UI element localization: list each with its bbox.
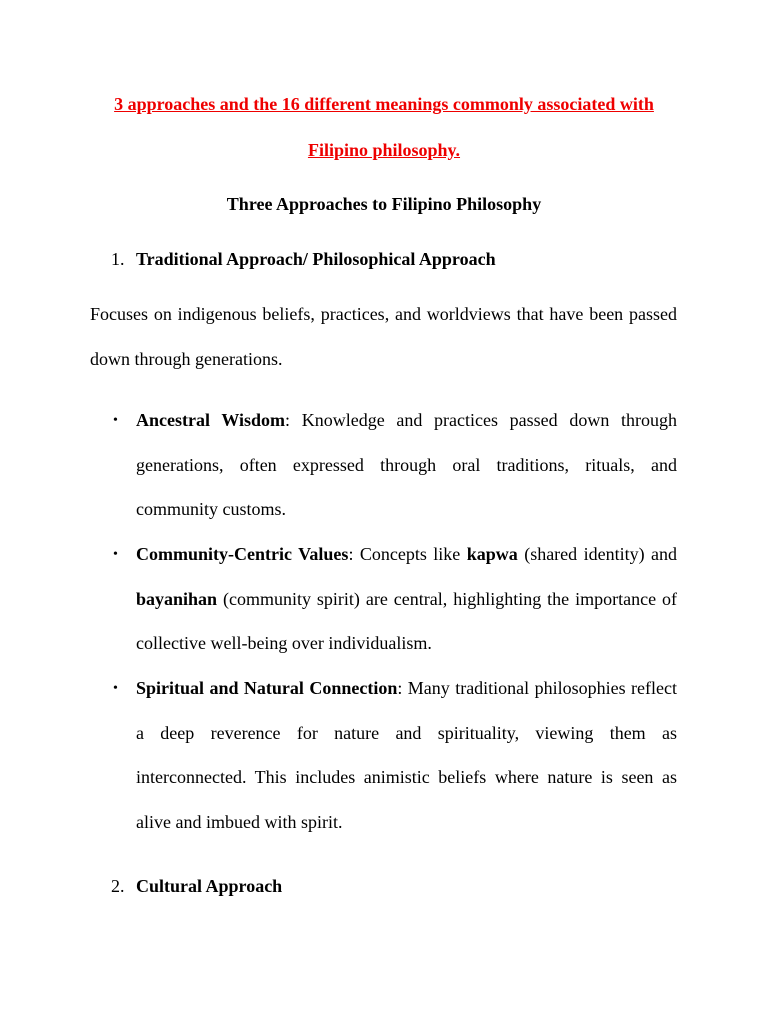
document-subtitle: Three Approaches to Filipino Philosophy	[226, 194, 542, 214]
bullet-description: (community spirit) are central, highlighting the importance of collective well-being over individualism.	[136, 588, 677, 653]
bullet-marker: •	[113, 681, 118, 696]
bullet-item-spiritual-natural-connection	[136, 666, 677, 844]
bullet-description: (shared identity) and	[517, 544, 678, 564]
bullet-description: Concepts like	[353, 544, 467, 564]
bullet-separator: :	[285, 410, 291, 430]
bullet-term: Ancestral Wisdom	[136, 410, 286, 430]
bullet-item-community-centric-values	[136, 532, 677, 666]
bullet-term: Spiritual and Natural Connection	[136, 678, 398, 698]
section-heading-text: Traditional Approach/ Philosophical Approach	[136, 249, 496, 269]
section-intro-paragraph: Focuses on indigenous beliefs, practices, and worldviews that have been passed down through generations.	[90, 304, 677, 369]
term-bayanihan: bayanihan	[136, 588, 218, 609]
term-kapwa: kapwa	[466, 544, 518, 564]
bullet-marker: •	[113, 413, 118, 428]
bullet-separator: :	[348, 544, 354, 564]
document-title-line-1: 3 approaches and the 16 different meanings commonly associated with	[114, 94, 654, 114]
bullet-separator: :	[397, 678, 403, 698]
bullet-term: Community-Centric Values	[136, 544, 349, 564]
section-heading-text: Cultural Approach	[136, 876, 283, 896]
section-number: 2.	[111, 876, 125, 896]
bullet-description: Knowledge and practices passed down through generations, often expressed through oral traditions, rituals, and community customs.	[136, 410, 677, 519]
bullet-description: Many traditional philosophies reflect a deep reverence for nature and spirituality, viewing them as interconnected. This includes animistic beliefs where nature is seen as alive and imbued with spirit.	[136, 678, 677, 832]
section-number: 1.	[111, 249, 125, 269]
section-heading-1	[111, 249, 496, 270]
bullet-item-ancestral-wisdom	[136, 398, 677, 532]
document-title-line-2: Filipino philosophy.	[307, 140, 461, 160]
bullet-marker: •	[113, 547, 118, 562]
section-heading-2	[111, 876, 282, 897]
